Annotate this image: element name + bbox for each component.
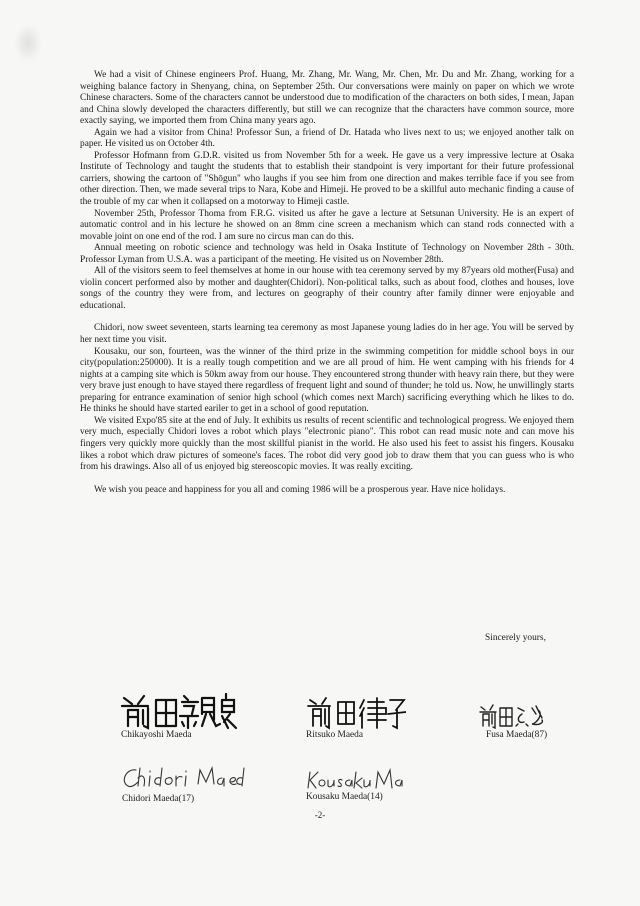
- signature-chidori: [118, 764, 248, 804]
- handwritten-signature-icon: [478, 702, 548, 730]
- page-number: -2-: [314, 810, 326, 820]
- signer-name: Fusa Maeda(87): [486, 730, 548, 740]
- signer-name: Chidori Maeda(17): [122, 794, 195, 804]
- paragraph-professor-hofmann: Professor Hofmann from G.D.R. visited us from November 5th for a week. He gave us a very impressive lecture at Osaka Institute of Technology and taught the students that to establish their standpoint is very important for their future professional carriers, showing the cartoon of "Shōgun" who laughs if you see him from one direction and makes terrible face if you see from other direction. Then, we made several trips to Nara, Kobe and Himeji. He proved to be a skillful auto mechanic finding a cause of the trouble of my car when it collapsed on a motorway to Himeji castle.: [80, 150, 574, 208]
- paragraph-chinese-engineers: We had a visit of Chinese engineers Prof. Huang, Mr. Zhang, Mr. Wang, Mr. Chen, Mr. Du and Mr. Zhang, working for a weighing balance factory in Shenyang, china, on September 25th. Our conversations were mainly on paper on which we wrote Chinese characters. Some of the characters cannot be understood due to modification of the characters on both sides, I mean, Japan and China slowly developed the characters differently, but still we can recognize that the characters have common source, more exactly saying, we imported them from China many years ago.: [80, 70, 574, 127]
- handwritten-signature-icon: [118, 764, 248, 794]
- paragraph-gap: [80, 312, 574, 323]
- signature-chikayoshi: [118, 690, 238, 740]
- paragraph-expo85: We visited Expo'85 site at the end of July. It exhibits us results of recent scientific and technological progress. We enjoyed them very much, especially Chidori loves a robot which plays "electronic piano". This robot can read music note and can move his fingers very quickly more quickly than the most skillful pianist in the world. He also used his feet to assist his fingers. Kousaku likes a robot which draw pictures of someone's faces. The robot did very good job to draw them that you can guess who is who from his drawings. Also all of us enjoyed big stereoscopic movies. It was really exciting.: [80, 415, 574, 473]
- letter-body: [80, 70, 574, 496]
- closing-salutation: Sincerely yours,: [485, 633, 546, 643]
- signature-ritsuko: [306, 694, 406, 740]
- scan-smudge: [14, 24, 42, 62]
- signer-name: Chikayoshi Maeda: [121, 730, 192, 740]
- paragraph-wishes: We wish you peace and happiness for you all and coming 1986 will be a prosperous year. Have nice holidays.: [94, 484, 506, 495]
- paragraph-annual-meeting: Annual meeting on robotic science and technology was held in Osaka Institute of Technology on November 28th - 30th. Professor Lyman from U.S.A. was a participant of the meeting. He visited us on November 28th.: [80, 243, 574, 265]
- paragraph-kousaku: Kousaku, our son, fourteen, was the winner of the third prize in the swimming competition for middle school boys in our city(population:250000). It is a really tough competition and we are all proud of him. He went camping with his friends for 4 nights at a camping site which is 50km away from our house. They encountered strong thunder with heavy rain there, but they were very brave just enough to have stayed there regardless of frequent light and sound of thunder; he told us. Now, he unwillingly starts preparing for entrance examination of senior high school (which comes next March) sacrificing everything which he likes to do. He thinks he should have started eariler to get in a school of good reputation.: [80, 346, 574, 415]
- signer-name: Kousaku Maeda(14): [306, 792, 383, 802]
- handwritten-signature-icon: [306, 694, 406, 730]
- paragraph-professor-thoma: November 25th, Professor Thoma from F.R.G. visited us after he gave a lecture at Setsunan University. He is an expert of automatic control and in his lecture he showed on an 8mm cine screen a mechanism which can stand rods connected with a movable joint on one end of the rod. I am sure no circus man can do this.: [80, 208, 574, 242]
- paragraph-chidori: Chidori, now sweet seventeen, starts learning tea ceremony as most Japanese young ladies do in her age. You will be served by her next time you visit.: [80, 323, 574, 346]
- handwritten-signature-icon: [118, 690, 238, 730]
- signer-name: Ritsuko Maeda: [306, 730, 364, 740]
- paragraph-visitors-at-home: All of the visitors seem to feel themselves at home in our house with tea ceremony served by my 87years old mother(Fusa) and violin concert performed also by mother and daughter(Chidori). Non-political talks, such as about food, clothes and houses, love songs of the country they were from, and lectures on geography of their country after family dinner were enjoyable and educational.: [80, 266, 574, 311]
- signature-fusa: [478, 702, 548, 740]
- paragraph-gap: [80, 474, 574, 485]
- paragraph-professor-sun: Again we had a visitor from China! Professor Sun, a friend of Dr. Hatada who lives next to us; we enjoyed another talk on paper. He visited us on October 4th.: [80, 127, 574, 150]
- handwritten-signature-icon: [306, 768, 406, 792]
- signature-kousaku: [306, 768, 406, 802]
